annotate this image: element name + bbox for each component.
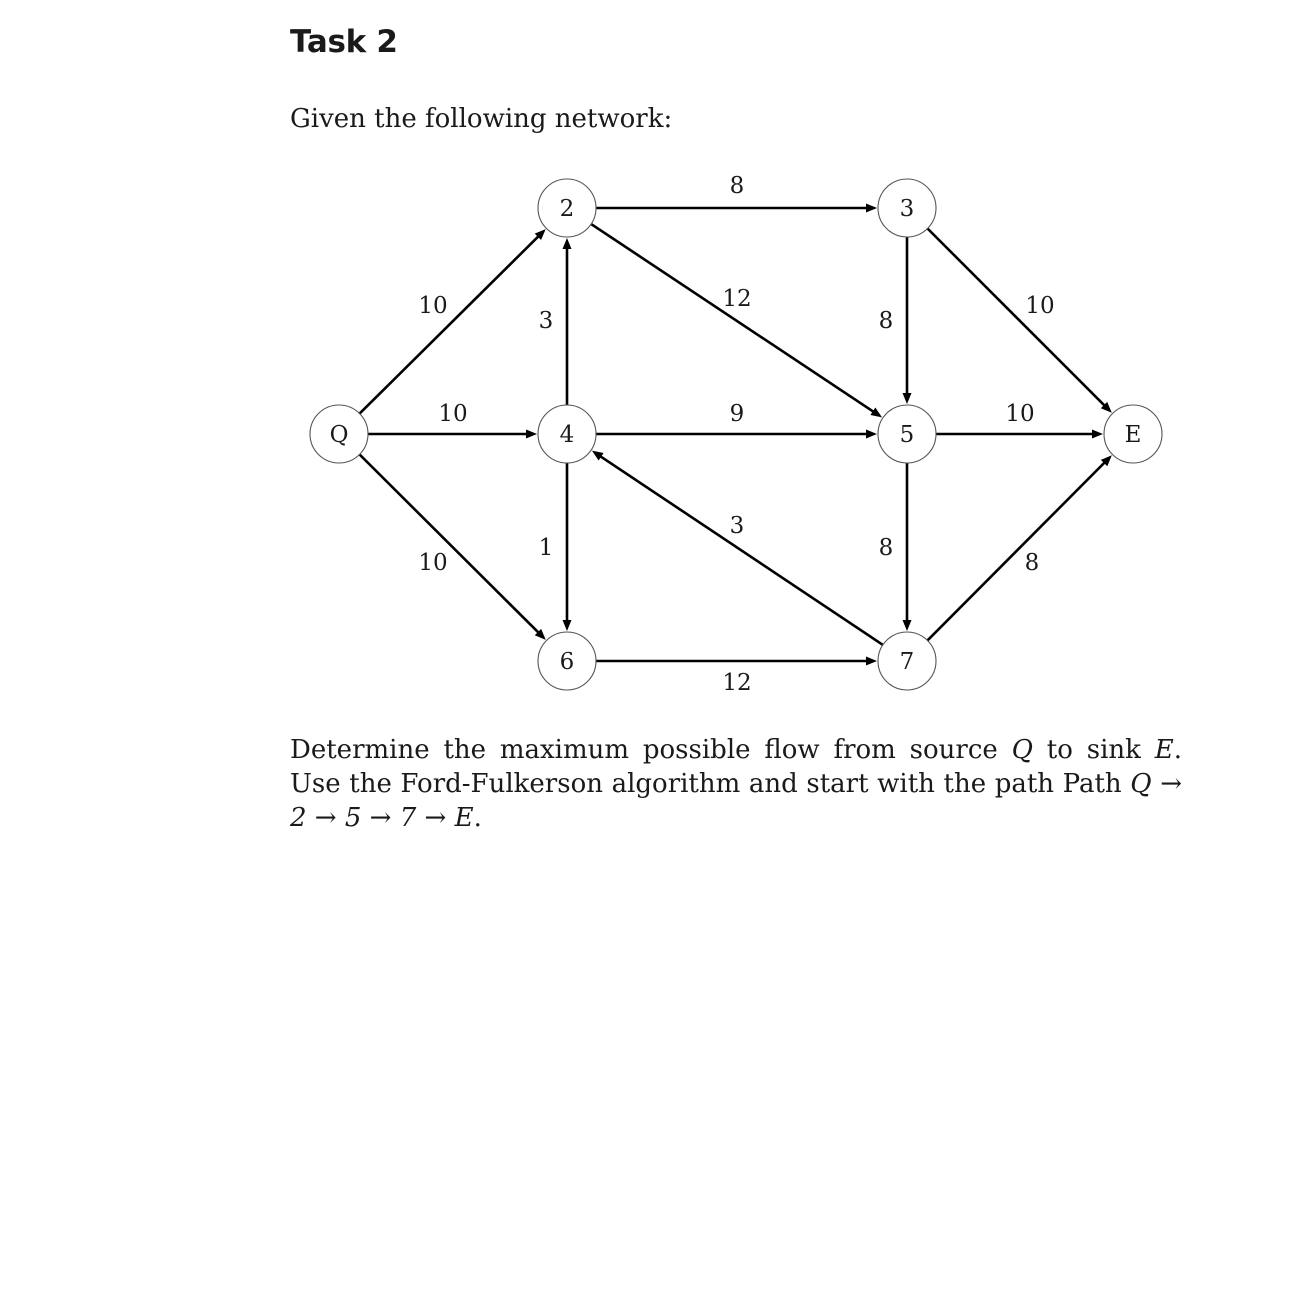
edges-layer	[360, 173, 1112, 696]
edge-2-5	[591, 224, 882, 417]
node-7	[878, 632, 936, 690]
arrowhead-icon	[1092, 430, 1103, 439]
arrowhead-icon	[870, 408, 882, 418]
capacity-label: 8	[729, 173, 745, 199]
node-4	[538, 405, 596, 463]
start-path: Q → 2 → 5 → 7 → E	[290, 769, 1183, 833]
intro-text: Given the following network:	[290, 104, 673, 134]
capacity-label: 12	[722, 286, 752, 312]
arrowhead-icon	[903, 393, 912, 404]
node-label: Q	[329, 422, 349, 448]
node-Q	[310, 405, 368, 463]
node-label: 3	[899, 196, 915, 222]
edge-line	[927, 462, 1105, 641]
edge-line	[591, 224, 874, 412]
edge-Q-4	[368, 401, 537, 439]
node-5	[878, 405, 936, 463]
capacity-label: 10	[418, 550, 448, 576]
question-part-4: .	[473, 803, 482, 833]
arrowhead-icon	[903, 620, 912, 631]
capacity-label: 3	[729, 513, 745, 539]
edge-7-4	[592, 451, 883, 645]
question-part-2: to sink	[1032, 735, 1155, 765]
edge-4-6	[539, 463, 572, 631]
arrowhead-icon	[592, 451, 604, 461]
source-symbol: Q	[1011, 735, 1033, 765]
capacity-label: 10	[1025, 293, 1055, 319]
node-label: E	[1124, 422, 1142, 448]
arrowhead-icon	[866, 657, 877, 666]
edge-4-2	[539, 238, 572, 405]
question-text	[290, 733, 1182, 835]
question-part-1: Determine the maximum possible flow from source	[290, 735, 1012, 765]
node-E	[1104, 405, 1162, 463]
edge-3-E	[928, 229, 1112, 413]
node-6	[538, 632, 596, 690]
edge-line	[599, 456, 882, 645]
capacity-label: 3	[538, 308, 554, 334]
edge-6-7	[596, 657, 877, 697]
arrowhead-icon	[526, 430, 537, 439]
arrowhead-icon	[866, 430, 877, 439]
capacity-label: 10	[438, 401, 468, 427]
arrowhead-icon	[866, 204, 877, 213]
edge-7-E	[927, 455, 1111, 640]
capacity-label: 10	[1005, 401, 1035, 427]
capacity-label: 8	[878, 308, 894, 334]
capacity-label: 12	[722, 670, 752, 696]
sink-symbol: E	[1154, 735, 1174, 765]
capacity-label: 10	[418, 293, 448, 319]
edge-5-7	[879, 463, 912, 631]
node-label: 7	[899, 649, 915, 675]
capacity-label: 8	[878, 535, 894, 561]
task-title: Task 2	[290, 24, 398, 60]
node-2	[538, 179, 596, 237]
capacity-label: 1	[538, 535, 554, 561]
edge-5-E	[936, 401, 1103, 439]
edge-line	[928, 229, 1106, 407]
edge-Q-2	[360, 229, 546, 413]
node-label: 2	[559, 196, 575, 222]
edge-4-5	[596, 401, 877, 439]
node-label: 4	[559, 422, 575, 448]
capacity-label: 9	[729, 401, 745, 427]
capacity-label: 8	[1024, 550, 1040, 576]
arrowhead-icon	[563, 238, 572, 249]
edge-line	[360, 454, 540, 633]
node-label: 6	[559, 649, 575, 675]
edge-2-3	[596, 173, 877, 213]
edge-Q-6	[360, 454, 546, 639]
node-3	[878, 179, 936, 237]
node-label: 5	[899, 422, 915, 448]
edge-line	[360, 235, 540, 413]
edge-3-5	[879, 237, 912, 404]
arrowhead-icon	[563, 620, 572, 631]
question-part-3: . Use the Ford-Fulkerson algorithm and start with the path Path	[290, 735, 1182, 799]
